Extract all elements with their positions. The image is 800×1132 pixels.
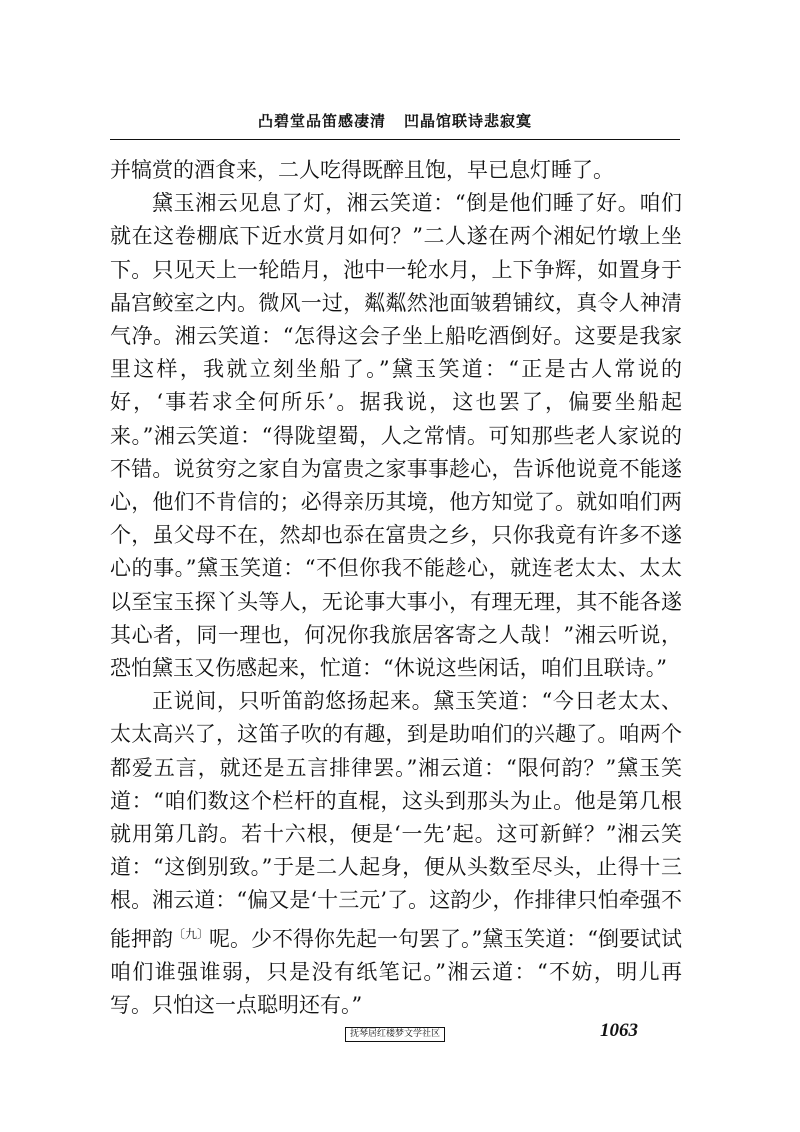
paragraph-1: 并犒赏的酒食来，二人吃得既醉且饱，早已息灯睡了。 bbox=[110, 158, 614, 182]
running-header bbox=[110, 110, 680, 131]
watermark-stamp: 抚琴居红楼梦文学社区 bbox=[345, 1027, 445, 1042]
header-rule bbox=[110, 139, 680, 140]
header-left-title: 凸碧堂品笛感凄清 bbox=[257, 112, 386, 130]
paragraph-3-part-2: 呢。少不得你先起一句罢了。”黛玉笑道：“倒要试试咱们谁强谁弱，只是没有纸笔记。”湘云道：“不妨，明儿再写。只怕这一点聪明还有。” bbox=[110, 926, 682, 1018]
footnote-marker: 〔九〕 bbox=[173, 926, 210, 941]
page-number: 1063 bbox=[600, 1020, 638, 1041]
paragraph-2: 黛玉湘云见息了灯，湘云笑道：“倒是他们睡了好。咱们就在这卷棚底下近水赏月如何？”二人遂在两个湘妃竹墩上坐下。只见天上一轮皓月，池中一轮水月，上下争辉，如置身于晶宫鲛室之内。微风一过，粼粼然池面皱碧铺纹，真令人神清气净。湘云笑道：“怎得这会子坐上船吃酒倒好。这要是我家里这样，我就立刻坐船了。”黛玉笑道：“正是古人常说的好，‘事若求全何所乐’。据我说，这也罢了，偏要坐船起来。”湘云笑道：“得陇望蜀，人之常情。可知那些老人家说的不错。说贫穷之家自为富贵之家事事趁心，告诉他说竟不能遂心，他们不肯信的；必得亲历其境，他方知觉了。就如咱们两个，虽父母不在，然却也忝在富贵之乡，只你我竟有许多不遂心的事。”黛玉笑道：“不但你我不能趁心，就连老太太、太太以至宝玉探丫头等人，无论事大事小，有理无理，其不能各遂其心者，同一理也，何况你我旅居客寄之人哉！”湘云听说，恐怕黛玉又伤感起来，忙道：“休说这些闲话，咱们且联诗。” bbox=[110, 191, 682, 681]
paragraph-3 bbox=[110, 685, 682, 1022]
body-text bbox=[110, 154, 682, 1022]
paragraph-3-part-1: 正说间，只听笛韵悠扬起来。黛玉笑道：“今日老太太、太太高兴了，这笛子吹的有趣，到是助咱们的兴趣了。咱两个都爱五言，就还是五言排律罢。”湘云道：“限何韵？”黛玉笑道：“咱们数这个栏杆的直棍，这头到那头为止。他是第几根就用第几韵。若十六根，便是‘一先’起。这可新鲜？”湘云笑道：“这倒别致。”于是二人起身，便从头数至尽头，止得十三根。湘云道：“偏又是‘十三元’了。这韵少，作排律只怕牵强不能押韵 bbox=[110, 689, 682, 951]
header-right-title: 凹晶馆联诗悲寂寞 bbox=[404, 112, 533, 130]
